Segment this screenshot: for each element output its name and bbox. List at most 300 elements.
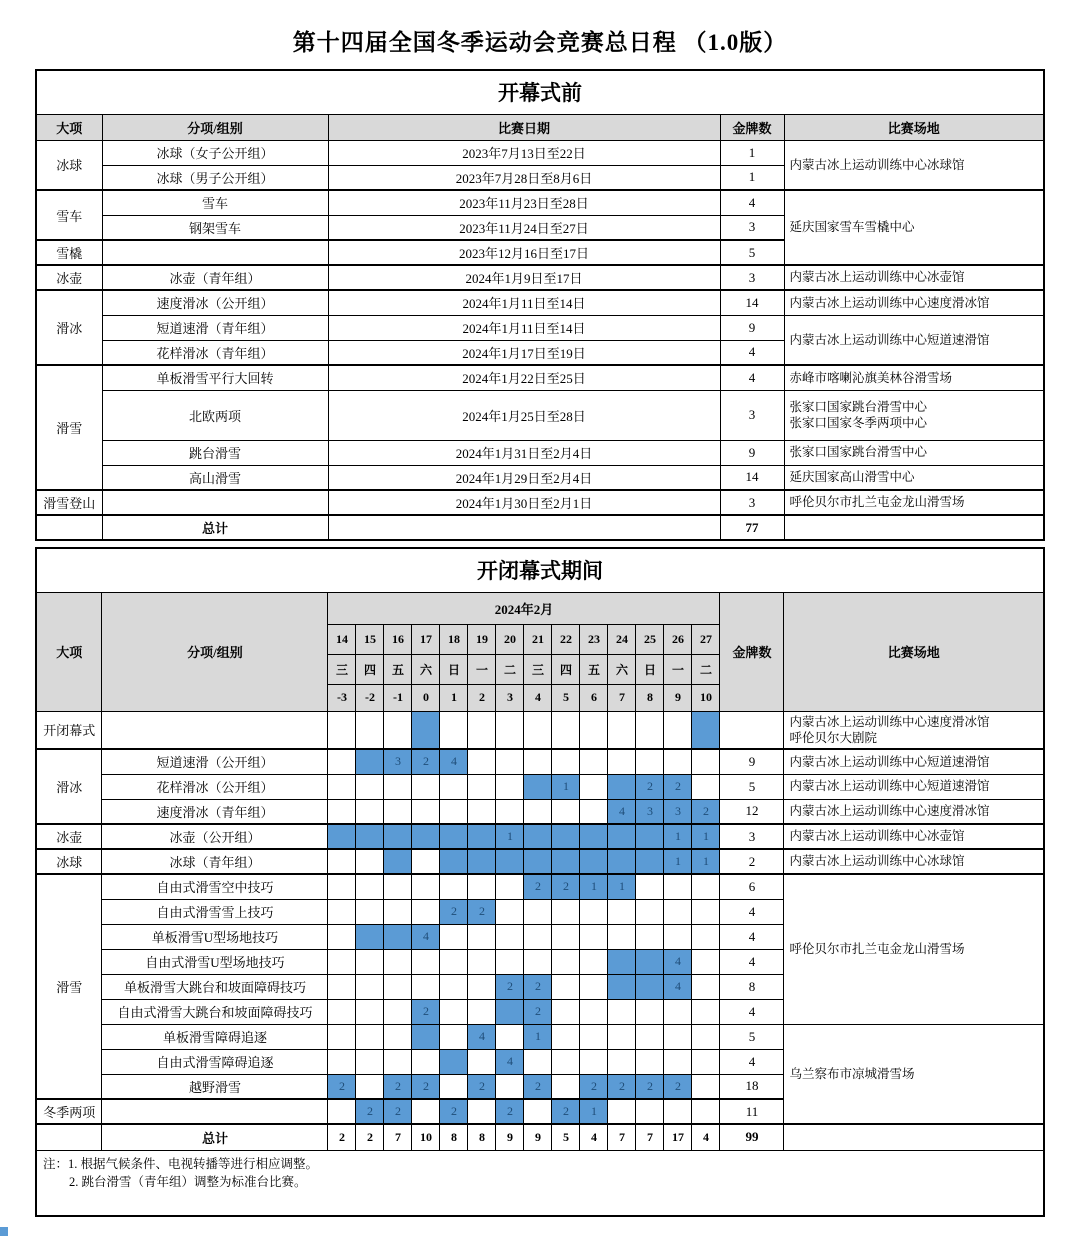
daynum-cell: -1 xyxy=(384,684,412,711)
pre-opening-table-body xyxy=(36,70,1044,540)
gold-count-cell: 4 xyxy=(720,190,784,215)
calendar-cell xyxy=(552,824,580,849)
calendar-cell xyxy=(496,1024,524,1049)
date-cell: 14 xyxy=(328,624,356,654)
calendar-cell xyxy=(636,1024,664,1049)
discipline-cell: 冰壶（青年组） xyxy=(102,265,328,290)
calendar-cell: 1 xyxy=(692,849,720,874)
daynum-cell: 1 xyxy=(440,684,468,711)
calendar-cell: 17 xyxy=(664,1124,692,1150)
calendar-cell xyxy=(552,1049,580,1074)
calendar-cell xyxy=(412,1049,440,1074)
calendar-cell xyxy=(552,924,580,949)
daynum-cell: 2 xyxy=(468,684,496,711)
calendar-cell xyxy=(356,974,384,999)
section1-title: 开幕式前 xyxy=(36,70,1044,114)
table-row xyxy=(36,465,1044,490)
calendar-cell xyxy=(384,949,412,974)
calendar-cell xyxy=(440,824,468,849)
calendar-cell xyxy=(356,711,384,749)
sport-cell: 开闭幕式 xyxy=(36,711,102,749)
calendar-cell xyxy=(552,899,580,924)
calendar-cell xyxy=(664,1099,692,1124)
calendar-cell xyxy=(692,874,720,899)
table-row xyxy=(36,515,1044,540)
calendar-cell xyxy=(440,774,468,799)
calendar-cell xyxy=(384,849,412,874)
calendar-cell xyxy=(608,1024,636,1049)
discipline-cell: 冰球（青年组） xyxy=(102,849,328,874)
calendar-cell xyxy=(328,711,356,749)
calendar-cell xyxy=(552,849,580,874)
calendar-cell xyxy=(608,749,636,774)
calendar-cell xyxy=(608,711,636,749)
calendar-cell xyxy=(552,974,580,999)
calendar-cell xyxy=(356,999,384,1024)
date-cell: 24 xyxy=(608,624,636,654)
calendar-cell xyxy=(440,849,468,874)
calendar-cell xyxy=(440,999,468,1024)
gold-count-cell: 3 xyxy=(720,390,784,440)
gold-count-cell: 3 xyxy=(720,824,784,849)
calendar-cell xyxy=(692,974,720,999)
date-cell: 2024年1月31日至2月4日 xyxy=(328,440,720,465)
calendar-cell xyxy=(524,924,552,949)
calendar-cell xyxy=(636,899,664,924)
venue-cell: 内蒙古冰上运动训练中心速度滑冰馆 xyxy=(784,290,1044,315)
date-cell: 27 xyxy=(692,624,720,654)
calendar-cell xyxy=(692,999,720,1024)
venue-cell xyxy=(784,515,1044,540)
calendar-cell xyxy=(440,949,468,974)
gold-count-cell: 5 xyxy=(720,1024,784,1049)
calendar-cell xyxy=(496,774,524,799)
calendar-cell: 2 xyxy=(664,774,692,799)
calendar-cell: 4 xyxy=(692,1124,720,1150)
col-header-gold: 金牌数 xyxy=(720,114,784,140)
discipline-cell xyxy=(102,1099,328,1124)
calendar-cell xyxy=(552,799,580,824)
page-title: 第十四届全国冬季运动会竞赛总日程 （1.0版） xyxy=(292,30,788,55)
discipline-cell: 自由式滑雪障碍追逐 xyxy=(102,1049,328,1074)
calendar-cell xyxy=(412,974,440,999)
calendar-cell: 2 xyxy=(356,1099,384,1124)
calendar-cell xyxy=(580,799,608,824)
calendar-cell: 4 xyxy=(440,749,468,774)
discipline-cell: 跳台滑雪 xyxy=(102,440,328,465)
venue-line: 内蒙古冰上运动训练中心速度滑冰馆 xyxy=(789,714,990,729)
date-cell: 2024年1月25日至28日 xyxy=(328,390,720,440)
date-cell: 21 xyxy=(524,624,552,654)
discipline-cell: 自由式滑雪大跳台和坡面障碍技巧 xyxy=(102,999,328,1024)
calendar-cell xyxy=(580,974,608,999)
calendar-cell xyxy=(384,999,412,1024)
venue-cell: 内蒙古冰上运动训练中心短道速滑馆 xyxy=(784,749,1044,774)
daynum-cell: 3 xyxy=(496,684,524,711)
calendar-cell xyxy=(440,874,468,899)
gold-count-cell: 5 xyxy=(720,774,784,799)
calendar-cell xyxy=(552,999,580,1024)
gold-count-cell: 1 xyxy=(720,140,784,165)
calendar-cell xyxy=(328,824,356,849)
daynum-cell: 10 xyxy=(692,684,720,711)
calendar-cell xyxy=(328,1049,356,1074)
calendar-cell xyxy=(636,874,664,899)
calendar-cell xyxy=(328,899,356,924)
gold-count-cell xyxy=(720,711,784,749)
calendar-cell xyxy=(384,874,412,899)
calendar-cell xyxy=(328,1024,356,1049)
weekday-cell: 四 xyxy=(552,654,580,684)
table-row xyxy=(36,799,1044,824)
venue-cell: 内蒙古冰上运动训练中心冰球馆 xyxy=(784,849,1044,874)
calendar-cell: 2 xyxy=(412,749,440,774)
calendar-cell: 2 xyxy=(552,1099,580,1124)
calendar-cell xyxy=(384,824,412,849)
calendar-cell: 3 xyxy=(664,799,692,824)
calendar-cell xyxy=(524,824,552,849)
calendar-cell xyxy=(412,949,440,974)
calendar-cell xyxy=(636,1099,664,1124)
daynum-cell: 7 xyxy=(608,684,636,711)
calendar-cell: 4 xyxy=(664,949,692,974)
calendar-cell xyxy=(636,949,664,974)
date-cell: 2023年7月28日至8月6日 xyxy=(328,165,720,190)
calendar-cell xyxy=(608,849,636,874)
calendar-cell xyxy=(412,1024,440,1049)
col-header-date: 比赛日期 xyxy=(328,114,720,140)
calendar-cell: 1 xyxy=(580,874,608,899)
calendar-cell xyxy=(440,1024,468,1049)
discipline-cell: 自由式滑雪雪上技巧 xyxy=(102,899,328,924)
calendar-cell: 2 xyxy=(440,1099,468,1124)
calendar-cell xyxy=(496,799,524,824)
calendar-cell xyxy=(552,1024,580,1049)
calendar-cell xyxy=(580,824,608,849)
discipline-cell: 速度滑冰（青年组） xyxy=(102,799,328,824)
calendar-cell xyxy=(412,799,440,824)
calendar-cell xyxy=(496,849,524,874)
sport-cell: 滑雪 xyxy=(36,874,102,1099)
calendar-cell xyxy=(468,949,496,974)
venue-cell: 赤峰市喀喇沁旗美林谷滑雪场 xyxy=(784,365,1044,390)
section1-title-row xyxy=(36,70,1044,114)
calendar-cell xyxy=(468,924,496,949)
calendar-cell xyxy=(440,924,468,949)
calendar-cell xyxy=(636,924,664,949)
calendar-cell: 4 xyxy=(412,924,440,949)
calendar-cell xyxy=(524,774,552,799)
calendar-cell xyxy=(356,799,384,824)
calendar-cell xyxy=(384,774,412,799)
gold-count-cell: 9 xyxy=(720,315,784,340)
calendar-cell: 7 xyxy=(384,1124,412,1150)
ceremony-period-table xyxy=(35,547,1045,1217)
calendar-cell xyxy=(692,749,720,774)
gold-count-cell: 6 xyxy=(720,874,784,899)
date-cell: 23 xyxy=(580,624,608,654)
calendar-cell xyxy=(664,749,692,774)
calendar-cell xyxy=(692,1099,720,1124)
sport-cell: 冰球 xyxy=(36,140,102,190)
sport-cell: 冰壶 xyxy=(36,824,102,849)
discipline-cell: 短道速滑（公开组） xyxy=(102,749,328,774)
calendar-cell: 3 xyxy=(384,749,412,774)
calendar-cell xyxy=(552,711,580,749)
calendar-cell: 2 xyxy=(552,874,580,899)
venue-line: 注：1. 根据气候条件、电视转播等进行相应调整。 xyxy=(42,1156,318,1171)
calendar-cell: 4 xyxy=(664,974,692,999)
calendar-cell xyxy=(692,899,720,924)
calendar-cell: 1 xyxy=(524,1024,552,1049)
venue-cell: 乌兰察布市凉城滑雪场 xyxy=(784,1024,1044,1124)
calendar-cell xyxy=(664,924,692,949)
calendar-cell xyxy=(440,1049,468,1074)
calendar-cell: 2 xyxy=(608,1074,636,1099)
gold-count-cell: 14 xyxy=(720,290,784,315)
calendar-cell xyxy=(384,924,412,949)
calendar-cell xyxy=(608,774,636,799)
table-row xyxy=(36,824,1044,849)
discipline-cell: 花样滑冰（公开组） xyxy=(102,774,328,799)
calendar-cell xyxy=(328,974,356,999)
table-row xyxy=(36,140,1044,165)
calendar-cell xyxy=(496,949,524,974)
calendar-cell xyxy=(496,1074,524,1099)
date-cell: 2024年1月22日至25日 xyxy=(328,365,720,390)
gold-count-cell: 4 xyxy=(720,924,784,949)
calendar-cell xyxy=(412,849,440,874)
calendar-cell: 10 xyxy=(412,1124,440,1150)
calendar-cell xyxy=(496,749,524,774)
discipline-cell: 冰球（男子公开组） xyxy=(102,165,328,190)
date-cell: 2024年1月11日至14日 xyxy=(328,290,720,315)
ceremony-period-table-body xyxy=(36,548,1044,1216)
date-cell: 2024年1月9日至17日 xyxy=(328,265,720,290)
calendar-cell: 2 xyxy=(692,799,720,824)
calendar-cell xyxy=(356,1024,384,1049)
calendar-cell: 2 xyxy=(636,774,664,799)
calendar-cell xyxy=(692,1024,720,1049)
venue-cell xyxy=(784,390,1044,440)
calendar-cell: 5 xyxy=(552,1124,580,1150)
date-cell: 2024年1月11日至14日 xyxy=(328,315,720,340)
calendar-cell xyxy=(384,1024,412,1049)
discipline-cell: 高山滑雪 xyxy=(102,465,328,490)
weekday-cell: 一 xyxy=(468,654,496,684)
date-cell: 16 xyxy=(384,624,412,654)
calendar-cell xyxy=(356,1074,384,1099)
weekday-cell: 三 xyxy=(328,654,356,684)
calendar-cell xyxy=(328,999,356,1024)
calendar-cell xyxy=(608,999,636,1024)
calendar-cell: 2 xyxy=(664,1074,692,1099)
calendar-cell xyxy=(580,749,608,774)
calendar-cell xyxy=(580,949,608,974)
calendar-cell xyxy=(524,849,552,874)
venue-line: 2. 跳台滑雪（青年组）调整为标准台比赛。 xyxy=(68,1175,307,1190)
discipline-cell xyxy=(102,711,328,749)
discipline-cell: 冰球（女子公开组） xyxy=(102,140,328,165)
discipline-cell: 单板滑雪平行大回转 xyxy=(102,365,328,390)
calendar-cell xyxy=(412,899,440,924)
table-row xyxy=(36,265,1044,290)
calendar-cell xyxy=(356,924,384,949)
calendar-cell xyxy=(412,711,440,749)
calendar-cell: 1 xyxy=(664,824,692,849)
calendar-cell: 9 xyxy=(524,1124,552,1150)
calendar-cell xyxy=(580,924,608,949)
weekday-cell: 六 xyxy=(412,654,440,684)
calendar-cell: 2 xyxy=(524,974,552,999)
calendar-cell xyxy=(468,999,496,1024)
col-header-sport: 大项 xyxy=(36,592,102,711)
month-header: 2024年2月 xyxy=(328,592,720,624)
discipline-cell: 短道速滑（青年组） xyxy=(102,315,328,340)
table-row xyxy=(36,390,1044,440)
venue-cell: 内蒙古冰上运动训练中心冰壶馆 xyxy=(784,265,1044,290)
weekday-cell: 二 xyxy=(496,654,524,684)
calendar-cell: 2 xyxy=(412,999,440,1024)
calendar-cell: 2 xyxy=(636,1074,664,1099)
gold-count-cell: 3 xyxy=(720,490,784,515)
calendar-cell xyxy=(636,711,664,749)
calendar-cell xyxy=(524,949,552,974)
weekday-cell: 一 xyxy=(664,654,692,684)
calendar-cell: 7 xyxy=(636,1124,664,1150)
discipline-cell: 钢架雪车 xyxy=(102,215,328,240)
date-cell: 2024年1月17日至19日 xyxy=(328,340,720,365)
calendar-cell: 2 xyxy=(328,1124,356,1150)
calendar-cell xyxy=(608,1099,636,1124)
gold-count-cell: 4 xyxy=(720,340,784,365)
calendar-cell xyxy=(328,774,356,799)
discipline-cell: 冰壶（公开组） xyxy=(102,824,328,849)
venue-cell: 延庆国家高山滑雪中心 xyxy=(784,465,1044,490)
calendar-cell: 4 xyxy=(580,1124,608,1150)
calendar-cell xyxy=(552,949,580,974)
calendar-cell: 8 xyxy=(440,1124,468,1150)
discipline-cell: 单板滑雪大跳台和坡面障碍技巧 xyxy=(102,974,328,999)
calendar-cell: 2 xyxy=(412,1074,440,1099)
date-cell: 2024年1月30日至2月1日 xyxy=(328,490,720,515)
calendar-cell xyxy=(608,899,636,924)
calendar-cell xyxy=(636,749,664,774)
daynum-cell: 5 xyxy=(552,684,580,711)
calendar-cell xyxy=(328,874,356,899)
sport-cell: 滑冰 xyxy=(36,749,102,824)
col-header-venue: 比赛场地 xyxy=(784,592,1044,711)
calendar-cell xyxy=(524,799,552,824)
calendar-cell: 2 xyxy=(468,899,496,924)
sport-cell: 雪橇 xyxy=(36,240,102,265)
daynum-cell: 0 xyxy=(412,684,440,711)
calendar-cell: 2 xyxy=(356,1124,384,1150)
weekday-cell: 日 xyxy=(636,654,664,684)
sport-cell: 滑冰 xyxy=(36,290,102,365)
calendar-cell: 2 xyxy=(524,1074,552,1099)
calendar-cell xyxy=(524,749,552,774)
venue-cell: 内蒙古冰上运动训练中心冰壶馆 xyxy=(784,824,1044,849)
calendar-cell xyxy=(328,849,356,874)
calendar-cell xyxy=(412,874,440,899)
calendar-cell xyxy=(524,899,552,924)
date-cell: 26 xyxy=(664,624,692,654)
calendar-cell xyxy=(692,949,720,974)
sport-cell: 冰壶 xyxy=(36,265,102,290)
sport-cell: 雪车 xyxy=(36,190,102,240)
calendar-cell xyxy=(468,749,496,774)
calendar-cell xyxy=(412,824,440,849)
gold-count-cell: 11 xyxy=(720,1099,784,1124)
calendar-cell xyxy=(356,1049,384,1074)
calendar-cell xyxy=(664,1049,692,1074)
col-header-discipline: 分项/组别 xyxy=(102,114,328,140)
sport-cell: 冰球 xyxy=(36,849,102,874)
calendar-cell xyxy=(328,799,356,824)
weekday-cell: 六 xyxy=(608,654,636,684)
calendar-cell xyxy=(328,749,356,774)
date-cell xyxy=(328,515,720,540)
calendar-cell xyxy=(384,974,412,999)
sport-cell: 滑雪登山 xyxy=(36,490,102,515)
calendar-cell: 1 xyxy=(608,874,636,899)
col-header-discipline: 分项/组别 xyxy=(102,592,328,711)
daynum-cell: 9 xyxy=(664,684,692,711)
calendar-cell xyxy=(636,849,664,874)
calendar-cell xyxy=(496,711,524,749)
table-row xyxy=(36,774,1044,799)
date-cell: 2024年1月29日至2月4日 xyxy=(328,465,720,490)
venue-cell: 内蒙古冰上运动训练中心冰球馆 xyxy=(784,140,1044,190)
venue-cell: 呼伦贝尔市扎兰屯金龙山滑雪场 xyxy=(784,490,1044,515)
daynum-cell: -2 xyxy=(356,684,384,711)
calendar-cell xyxy=(468,774,496,799)
venue-cell: 张家口国家跳台滑雪中心 xyxy=(784,440,1044,465)
date-cell: 2023年7月13日至22日 xyxy=(328,140,720,165)
gold-count-cell: 12 xyxy=(720,799,784,824)
discipline-cell: 花样滑冰（青年组） xyxy=(102,340,328,365)
gold-count-cell: 4 xyxy=(720,949,784,974)
gold-count-cell: 4 xyxy=(720,899,784,924)
gold-count-cell: 99 xyxy=(720,1124,784,1150)
calendar-cell: 4 xyxy=(608,799,636,824)
calendar-cell xyxy=(580,999,608,1024)
table-row xyxy=(36,290,1044,315)
calendar-cell xyxy=(580,1049,608,1074)
calendar-cell: 1 xyxy=(580,1099,608,1124)
calendar-cell xyxy=(524,1099,552,1124)
calendar-cell: 8 xyxy=(468,1124,496,1150)
calendar-cell xyxy=(328,949,356,974)
calendar-cell xyxy=(664,1024,692,1049)
calendar-cell xyxy=(664,711,692,749)
col-header-gold: 金牌数 xyxy=(720,592,784,711)
calendar-cell xyxy=(356,774,384,799)
table-row xyxy=(36,749,1044,774)
gold-count-cell: 4 xyxy=(720,365,784,390)
calendar-cell xyxy=(524,1049,552,1074)
calendar-cell xyxy=(524,711,552,749)
table-row xyxy=(36,874,1044,899)
calendar-cell xyxy=(384,899,412,924)
calendar-cell xyxy=(468,849,496,874)
gold-count-cell: 9 xyxy=(720,749,784,774)
gold-count-cell: 3 xyxy=(720,215,784,240)
venue-cell: 内蒙古冰上运动训练中心速度滑冰馆 xyxy=(784,799,1044,824)
gold-count-cell: 14 xyxy=(720,465,784,490)
calendar-cell xyxy=(384,711,412,749)
